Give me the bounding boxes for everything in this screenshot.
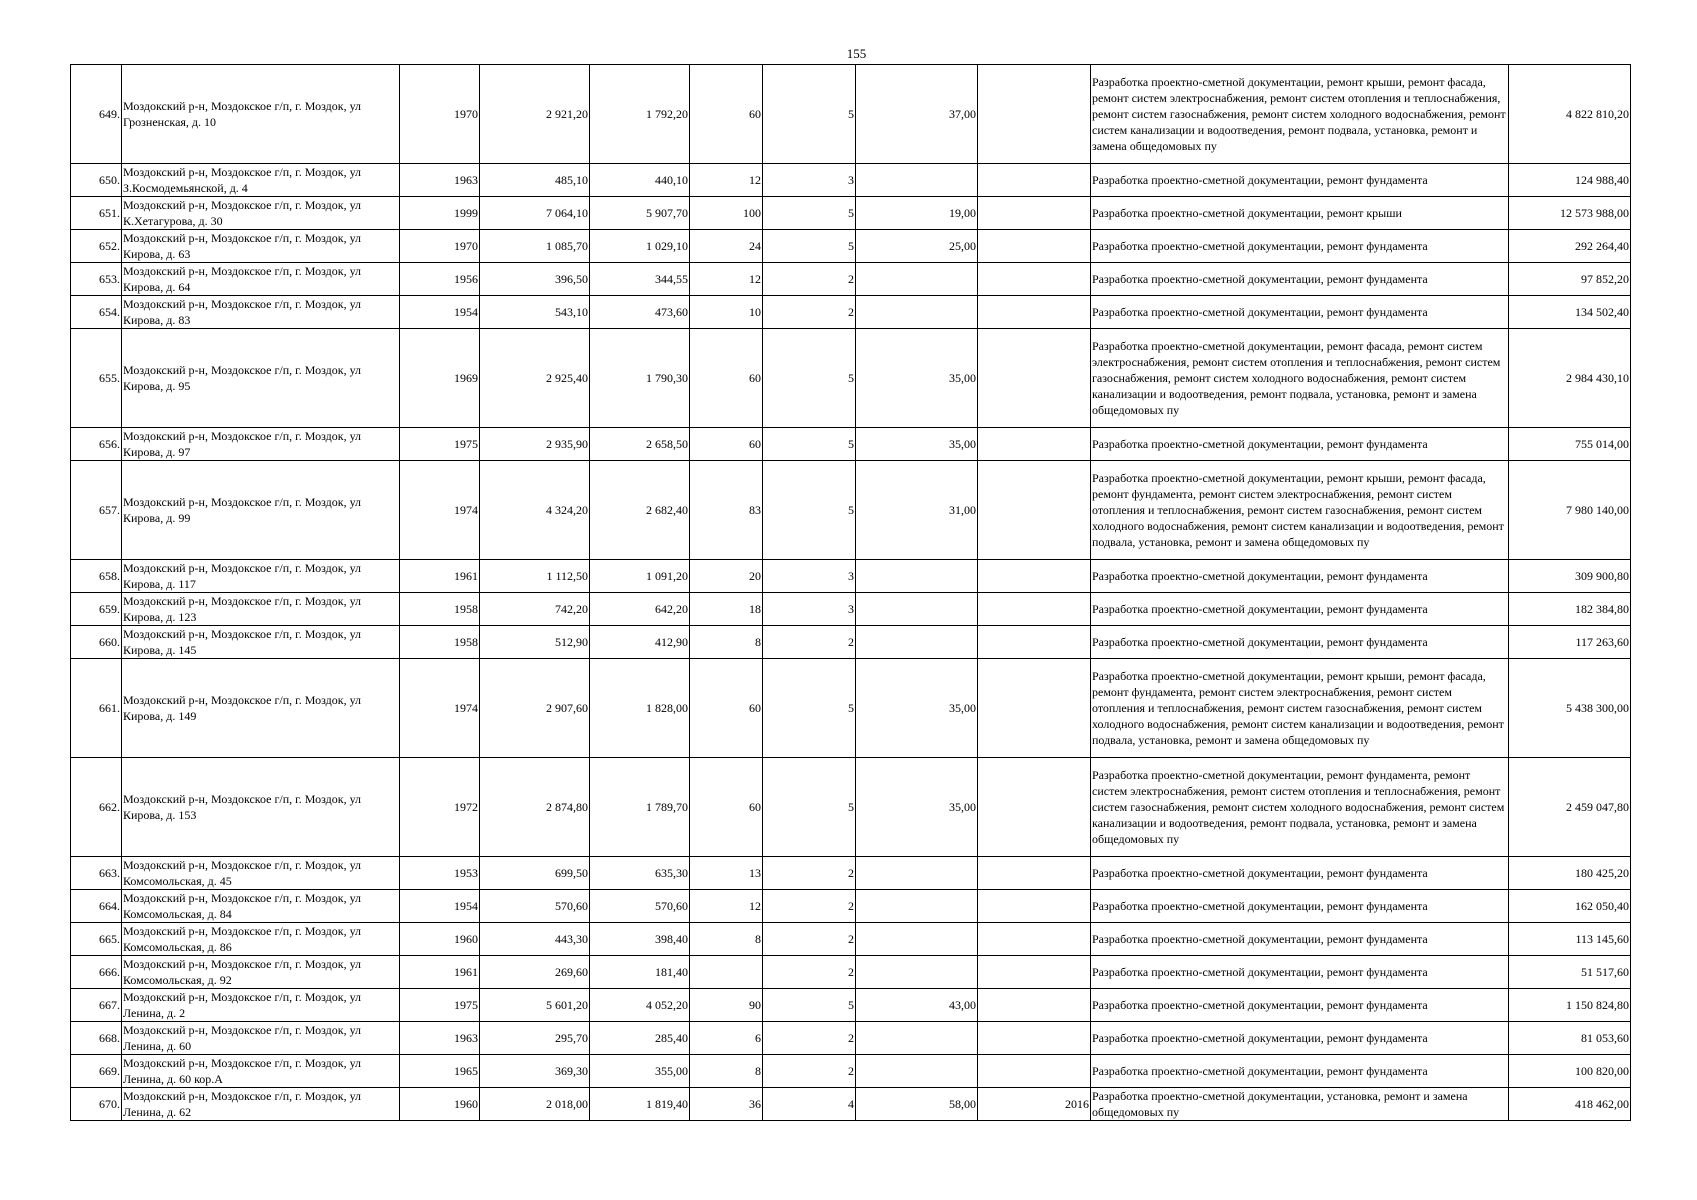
address-cell: Моздокский р-н, Моздокское г/п, г. Моздок, ул Кирова, д. 95 [122, 329, 400, 428]
cost-cell: 2 984 430,10 [1509, 329, 1631, 428]
cost-cell: 81 053,60 [1509, 1022, 1631, 1055]
wear-percent-cell [856, 626, 978, 659]
table-row [71, 626, 1631, 659]
year-built-cell: 1956 [400, 263, 480, 296]
living-area-cell: 2 658,50 [590, 428, 690, 461]
address-cell: Моздокский р-н, Моздокское г/п, г. Моздок, ул Кирова, д. 64 [122, 263, 400, 296]
works-description-cell: Разработка проектно-сметной документации, ремонт крыши, ремонт фасада, ремонт фундамента, ремонт систем электроснабжения, ремонт систем отопления и теплоснабжения, ремонт систем газоснабжения, ремонт систем холодного водоснабжения, ремонт систем канализации и водоотведения, ремонт подвала, установка, ремонт и замена общедомовых пу [1091, 461, 1509, 560]
living-area-cell: 635,30 [590, 857, 690, 890]
floors-cell: 3 [763, 164, 856, 197]
table-row [71, 560, 1631, 593]
year-built-cell: 1975 [400, 428, 480, 461]
year-built-cell: 1963 [400, 1022, 480, 1055]
residents-cell [690, 956, 763, 989]
year-built-cell: 1974 [400, 659, 480, 758]
floors-cell: 5 [763, 758, 856, 857]
wear-percent-cell: 58,00 [856, 1088, 978, 1121]
residents-cell: 100 [690, 197, 763, 230]
cost-cell: 51 517,60 [1509, 956, 1631, 989]
address-cell: Моздокский р-н, Моздокское г/п, г. Моздок, ул Кирова, д. 149 [122, 659, 400, 758]
wear-percent-cell [856, 263, 978, 296]
year-built-cell: 1963 [400, 164, 480, 197]
floors-cell: 2 [763, 296, 856, 329]
total-area-cell: 443,30 [480, 923, 590, 956]
living-area-cell: 181,40 [590, 956, 690, 989]
table-row [71, 593, 1631, 626]
residents-cell: 8 [690, 626, 763, 659]
works-description-cell: Разработка проектно-сметной документации, ремонт фасада, ремонт систем электроснабжения, ремонт систем отопления и теплоснабжения, ремонт систем газоснабжения, ремонт систем холодного водоснабжения, ремонт систем канализации и водоотведения, ремонт подвала, установка, ремонт и замена общедомовых пу [1091, 329, 1509, 428]
floors-cell: 2 [763, 857, 856, 890]
floors-cell: 5 [763, 428, 856, 461]
wear-percent-cell: 35,00 [856, 329, 978, 428]
row-number-cell: 660. [71, 626, 122, 659]
address-cell: Моздокский р-н, Моздокское г/п, г. Моздок, ул Кирова, д. 97 [122, 428, 400, 461]
row-number-cell: 655. [71, 329, 122, 428]
table-row [71, 758, 1631, 857]
table-row [71, 230, 1631, 263]
wear-percent-cell: 31,00 [856, 461, 978, 560]
repair-year-cell [978, 65, 1091, 164]
living-area-cell: 1 789,70 [590, 758, 690, 857]
table-row [71, 65, 1631, 164]
works-description-cell: Разработка проектно-сметной документации, ремонт фундамента [1091, 593, 1509, 626]
row-number-cell: 669. [71, 1055, 122, 1088]
works-description-cell: Разработка проектно-сметной документации, ремонт фундамента [1091, 956, 1509, 989]
address-cell: Моздокский р-н, Моздокское г/п, г. Моздок, ул Кирова, д. 99 [122, 461, 400, 560]
repair-year-cell [978, 923, 1091, 956]
residents-cell: 8 [690, 1055, 763, 1088]
repair-year-cell [978, 626, 1091, 659]
floors-cell: 2 [763, 956, 856, 989]
residents-cell: 12 [690, 263, 763, 296]
address-cell: Моздокский р-н, Моздокское г/п, г. Моздок, ул Кирова, д. 83 [122, 296, 400, 329]
address-cell: Моздокский р-н, Моздокское г/п, г. Моздок, ул Кирова, д. 63 [122, 230, 400, 263]
works-description-cell: Разработка проектно-сметной документации, ремонт фундамента [1091, 230, 1509, 263]
repair-year-cell [978, 857, 1091, 890]
living-area-cell: 1 790,30 [590, 329, 690, 428]
floors-cell: 5 [763, 659, 856, 758]
residents-cell: 60 [690, 659, 763, 758]
cost-cell: 418 462,00 [1509, 1088, 1631, 1121]
wear-percent-cell [856, 164, 978, 197]
year-built-cell: 1970 [400, 230, 480, 263]
repair-year-cell [978, 197, 1091, 230]
row-number-cell: 650. [71, 164, 122, 197]
cost-cell: 1 150 824,80 [1509, 989, 1631, 1022]
total-area-cell: 5 601,20 [480, 989, 590, 1022]
total-area-cell: 699,50 [480, 857, 590, 890]
living-area-cell: 1 091,20 [590, 560, 690, 593]
repair-year-cell [978, 890, 1091, 923]
floors-cell: 5 [763, 65, 856, 164]
floors-cell: 2 [763, 1055, 856, 1088]
address-cell: Моздокский р-н, Моздокское г/п, г. Моздок, ул Ленина, д. 2 [122, 989, 400, 1022]
works-description-cell: Разработка проектно-сметной документации, ремонт фундамента, ремонт систем электроснабжения, ремонт систем отопления и теплоснабжения, ремонт систем газоснабжения, ремонт систем холодного водоснабжения, ремонт систем канализации и водоотведения, ремонт подвала, установка, ремонт и замена общедомовых пу [1091, 758, 1509, 857]
floors-cell: 5 [763, 230, 856, 263]
total-area-cell: 485,10 [480, 164, 590, 197]
address-cell: Моздокский р-н, Моздокское г/п, г. Моздок, ул Кирова, д. 153 [122, 758, 400, 857]
wear-percent-cell [856, 593, 978, 626]
address-cell: Моздокский р-н, Моздокское г/п, г. Моздок, ул Комсомольская, д. 86 [122, 923, 400, 956]
cost-cell: 7 980 140,00 [1509, 461, 1631, 560]
wear-percent-cell [856, 296, 978, 329]
year-built-cell: 1965 [400, 1055, 480, 1088]
residents-cell: 90 [690, 989, 763, 1022]
residents-cell: 60 [690, 758, 763, 857]
address-cell: Моздокский р-н, Моздокское г/п, г. Моздок, ул Кирова, д. 123 [122, 593, 400, 626]
row-number-cell: 666. [71, 956, 122, 989]
cost-cell: 2 459 047,80 [1509, 758, 1631, 857]
row-number-cell: 652. [71, 230, 122, 263]
row-number-cell: 670. [71, 1088, 122, 1121]
living-area-cell: 1 828,00 [590, 659, 690, 758]
living-area-cell: 473,60 [590, 296, 690, 329]
cost-cell: 124 988,40 [1509, 164, 1631, 197]
cost-cell: 182 384,80 [1509, 593, 1631, 626]
residents-cell: 10 [690, 296, 763, 329]
table-row [71, 890, 1631, 923]
table-row [71, 923, 1631, 956]
total-area-cell: 269,60 [480, 956, 590, 989]
row-number-cell: 656. [71, 428, 122, 461]
total-area-cell: 2 925,40 [480, 329, 590, 428]
row-number-cell: 662. [71, 758, 122, 857]
floors-cell: 2 [763, 923, 856, 956]
repair-year-cell [978, 560, 1091, 593]
repair-year-cell [978, 989, 1091, 1022]
total-area-cell: 369,30 [480, 1055, 590, 1088]
total-area-cell: 742,20 [480, 593, 590, 626]
table-row [71, 956, 1631, 989]
cost-cell: 12 573 988,00 [1509, 197, 1631, 230]
total-area-cell: 543,10 [480, 296, 590, 329]
wear-percent-cell: 35,00 [856, 758, 978, 857]
year-built-cell: 1954 [400, 890, 480, 923]
wear-percent-cell [856, 1022, 978, 1055]
residents-cell: 60 [690, 65, 763, 164]
table-row [71, 164, 1631, 197]
residents-cell: 24 [690, 230, 763, 263]
cost-cell: 162 050,40 [1509, 890, 1631, 923]
year-built-cell: 1960 [400, 923, 480, 956]
table-row [71, 857, 1631, 890]
floors-cell: 2 [763, 626, 856, 659]
repair-year-cell [978, 164, 1091, 197]
row-number-cell: 659. [71, 593, 122, 626]
floors-cell: 5 [763, 329, 856, 428]
works-description-cell: Разработка проектно-сметной документации, ремонт фундамента [1091, 428, 1509, 461]
floors-cell: 5 [763, 461, 856, 560]
wear-percent-cell [856, 890, 978, 923]
cost-cell: 134 502,40 [1509, 296, 1631, 329]
year-built-cell: 1954 [400, 296, 480, 329]
living-area-cell: 1 029,10 [590, 230, 690, 263]
total-area-cell: 2 935,90 [480, 428, 590, 461]
total-area-cell: 295,70 [480, 1022, 590, 1055]
cost-cell: 180 425,20 [1509, 857, 1631, 890]
total-area-cell: 1 112,50 [480, 560, 590, 593]
residents-cell: 20 [690, 560, 763, 593]
cost-cell: 292 264,40 [1509, 230, 1631, 263]
wear-percent-cell [856, 560, 978, 593]
works-description-cell: Разработка проектно-сметной документации, ремонт фундамента [1091, 1055, 1509, 1088]
table-row [71, 461, 1631, 560]
residents-cell: 18 [690, 593, 763, 626]
living-area-cell: 1 792,20 [590, 65, 690, 164]
floors-cell: 3 [763, 560, 856, 593]
works-description-cell: Разработка проектно-сметной документации, ремонт фундамента [1091, 1022, 1509, 1055]
table-row [71, 1088, 1631, 1121]
cost-cell: 97 852,20 [1509, 263, 1631, 296]
table-row [71, 197, 1631, 230]
residents-cell: 8 [690, 923, 763, 956]
table-row [71, 329, 1631, 428]
cost-cell: 5 438 300,00 [1509, 659, 1631, 758]
table-row [71, 296, 1631, 329]
total-area-cell: 2 874,80 [480, 758, 590, 857]
year-built-cell: 1953 [400, 857, 480, 890]
page-number: 155 [846, 46, 867, 61]
year-built-cell: 1970 [400, 65, 480, 164]
address-cell: Моздокский р-н, Моздокское г/п, г. Моздок, ул Ленина, д. 60 кор.А [122, 1055, 400, 1088]
repair-year-cell [978, 329, 1091, 428]
works-description-cell: Разработка проектно-сметной документации, установка, ремонт и замена общедомовых пу [1091, 1088, 1509, 1121]
row-number-cell: 649. [71, 65, 122, 164]
total-area-cell: 2 921,20 [480, 65, 590, 164]
address-cell: Моздокский р-н, Моздокское г/п, г. Моздок, ул Кирова, д. 145 [122, 626, 400, 659]
works-description-cell: Разработка проектно-сметной документации, ремонт фундамента [1091, 890, 1509, 923]
floors-cell: 4 [763, 1088, 856, 1121]
works-description-cell: Разработка проектно-сметной документации, ремонт фундамента [1091, 560, 1509, 593]
floors-cell: 5 [763, 197, 856, 230]
residents-cell: 12 [690, 164, 763, 197]
year-built-cell: 1960 [400, 1088, 480, 1121]
floors-cell: 2 [763, 1022, 856, 1055]
living-area-cell: 4 052,20 [590, 989, 690, 1022]
table-row [71, 263, 1631, 296]
row-number-cell: 668. [71, 1022, 122, 1055]
total-area-cell: 4 324,20 [480, 461, 590, 560]
works-description-cell: Разработка проектно-сметной документации, ремонт крыши, ремонт фасада, ремонт фундамента, ремонт систем электроснабжения, ремонт систем отопления и теплоснабжения, ремонт систем газоснабжения, ремонт систем холодного водоснабжения, ремонт систем канализации и водоотведения, ремонт подвала, установка, ремонт и замена общедомовых пу [1091, 659, 1509, 758]
row-number-cell: 654. [71, 296, 122, 329]
wear-percent-cell: 35,00 [856, 659, 978, 758]
living-area-cell: 344,55 [590, 263, 690, 296]
address-cell: Моздокский р-н, Моздокское г/п, г. Моздок, ул К.Хетагурова, д. 30 [122, 197, 400, 230]
repair-year-cell [978, 659, 1091, 758]
row-number-cell: 658. [71, 560, 122, 593]
address-cell: Моздокский р-н, Моздокское г/п, г. Моздок, ул Грозненская, д. 10 [122, 65, 400, 164]
residents-cell: 60 [690, 428, 763, 461]
year-built-cell: 1975 [400, 989, 480, 1022]
cost-cell: 117 263,60 [1509, 626, 1631, 659]
address-cell: Моздокский р-н, Моздокское г/п, г. Моздок, ул Комсомольская, д. 84 [122, 890, 400, 923]
floors-cell: 3 [763, 593, 856, 626]
works-description-cell: Разработка проектно-сметной документации, ремонт фундамента [1091, 923, 1509, 956]
address-cell: Моздокский р-н, Моздокское г/п, г. Моздок, ул Ленина, д. 60 [122, 1022, 400, 1055]
residents-cell: 83 [690, 461, 763, 560]
works-description-cell: Разработка проектно-сметной документации, ремонт фундамента [1091, 857, 1509, 890]
repair-year-cell [978, 263, 1091, 296]
living-area-cell: 440,10 [590, 164, 690, 197]
works-description-cell: Разработка проектно-сметной документации, ремонт крыши, ремонт фасада, ремонт систем электроснабжения, ремонт систем отопления и теплоснабжения, ремонт систем газоснабжения, ремонт систем холодного водоснабжения, ремонт систем канализации и водоотведения, ремонт подвала, установка, ремонт и замена общедомовых пу [1091, 65, 1509, 164]
row-number-cell: 657. [71, 461, 122, 560]
year-built-cell: 1969 [400, 329, 480, 428]
repair-year-cell: 2016 [978, 1088, 1091, 1121]
repair-year-cell [978, 956, 1091, 989]
works-description-cell: Разработка проектно-сметной документации, ремонт фундамента [1091, 626, 1509, 659]
table-row [71, 989, 1631, 1022]
wear-percent-cell: 37,00 [856, 65, 978, 164]
living-area-cell: 2 682,40 [590, 461, 690, 560]
address-cell: Моздокский р-н, Моздокское г/п, г. Моздок, ул Комсомольская, д. 45 [122, 857, 400, 890]
cost-cell: 755 014,00 [1509, 428, 1631, 461]
total-area-cell: 2 018,00 [480, 1088, 590, 1121]
total-area-cell: 1 085,70 [480, 230, 590, 263]
cost-cell: 4 822 810,20 [1509, 65, 1631, 164]
living-area-cell: 398,40 [590, 923, 690, 956]
row-number-cell: 664. [71, 890, 122, 923]
residents-cell: 12 [690, 890, 763, 923]
year-built-cell: 1974 [400, 461, 480, 560]
floors-cell: 2 [763, 890, 856, 923]
row-number-cell: 651. [71, 197, 122, 230]
address-cell: Моздокский р-н, Моздокское г/п, г. Моздок, ул Комсомольская, д. 92 [122, 956, 400, 989]
year-built-cell: 1958 [400, 593, 480, 626]
total-area-cell: 512,90 [480, 626, 590, 659]
residents-cell: 36 [690, 1088, 763, 1121]
cost-cell: 113 145,60 [1509, 923, 1631, 956]
living-area-cell: 412,90 [590, 626, 690, 659]
address-cell: Моздокский р-н, Моздокское г/п, г. Моздок, ул Кирова, д. 117 [122, 560, 400, 593]
works-description-cell: Разработка проектно-сметной документации, ремонт фундамента [1091, 296, 1509, 329]
living-area-cell: 5 907,70 [590, 197, 690, 230]
row-number-cell: 653. [71, 263, 122, 296]
row-number-cell: 667. [71, 989, 122, 1022]
repair-year-cell [978, 428, 1091, 461]
total-area-cell: 7 064,10 [480, 197, 590, 230]
table-row [71, 428, 1631, 461]
table-row [71, 659, 1631, 758]
row-number-cell: 665. [71, 923, 122, 956]
living-area-cell: 642,20 [590, 593, 690, 626]
works-description-cell: Разработка проектно-сметной документации, ремонт фундамента [1091, 989, 1509, 1022]
table-row [71, 1055, 1631, 1088]
floors-cell: 5 [763, 989, 856, 1022]
row-number-cell: 661. [71, 659, 122, 758]
table-row [71, 1022, 1631, 1055]
year-built-cell: 1961 [400, 956, 480, 989]
year-built-cell: 1999 [400, 197, 480, 230]
year-built-cell: 1961 [400, 560, 480, 593]
repair-year-cell [978, 593, 1091, 626]
cost-cell: 309 900,80 [1509, 560, 1631, 593]
repair-year-cell [978, 1055, 1091, 1088]
wear-percent-cell [856, 857, 978, 890]
row-number-cell: 663. [71, 857, 122, 890]
total-area-cell: 396,50 [480, 263, 590, 296]
living-area-cell: 570,60 [590, 890, 690, 923]
works-description-cell: Разработка проектно-сметной документации, ремонт фундамента [1091, 164, 1509, 197]
repair-year-cell [978, 1022, 1091, 1055]
residents-cell: 13 [690, 857, 763, 890]
repair-year-cell [978, 461, 1091, 560]
year-built-cell: 1958 [400, 626, 480, 659]
repair-year-cell [978, 230, 1091, 263]
wear-percent-cell: 43,00 [856, 989, 978, 1022]
repair-program-table [70, 64, 1631, 1121]
cost-cell: 100 820,00 [1509, 1055, 1631, 1088]
address-cell: Моздокский р-н, Моздокское г/п, г. Моздок, ул З.Космодемьянской, д. 4 [122, 164, 400, 197]
wear-percent-cell [856, 1055, 978, 1088]
living-area-cell: 355,00 [590, 1055, 690, 1088]
total-area-cell: 2 907,60 [480, 659, 590, 758]
wear-percent-cell: 25,00 [856, 230, 978, 263]
repair-year-cell [978, 296, 1091, 329]
residents-cell: 6 [690, 1022, 763, 1055]
residents-cell: 60 [690, 329, 763, 428]
living-area-cell: 1 819,40 [590, 1088, 690, 1121]
year-built-cell: 1972 [400, 758, 480, 857]
living-area-cell: 285,40 [590, 1022, 690, 1055]
wear-percent-cell: 35,00 [856, 428, 978, 461]
wear-percent-cell [856, 956, 978, 989]
wear-percent-cell: 19,00 [856, 197, 978, 230]
address-cell: Моздокский р-н, Моздокское г/п, г. Моздок, ул Ленина, д. 62 [122, 1088, 400, 1121]
floors-cell: 2 [763, 263, 856, 296]
total-area-cell: 570,60 [480, 890, 590, 923]
wear-percent-cell [856, 923, 978, 956]
works-description-cell: Разработка проектно-сметной документации, ремонт крыши [1091, 197, 1509, 230]
works-description-cell: Разработка проектно-сметной документации, ремонт фундамента [1091, 263, 1509, 296]
repair-year-cell [978, 758, 1091, 857]
